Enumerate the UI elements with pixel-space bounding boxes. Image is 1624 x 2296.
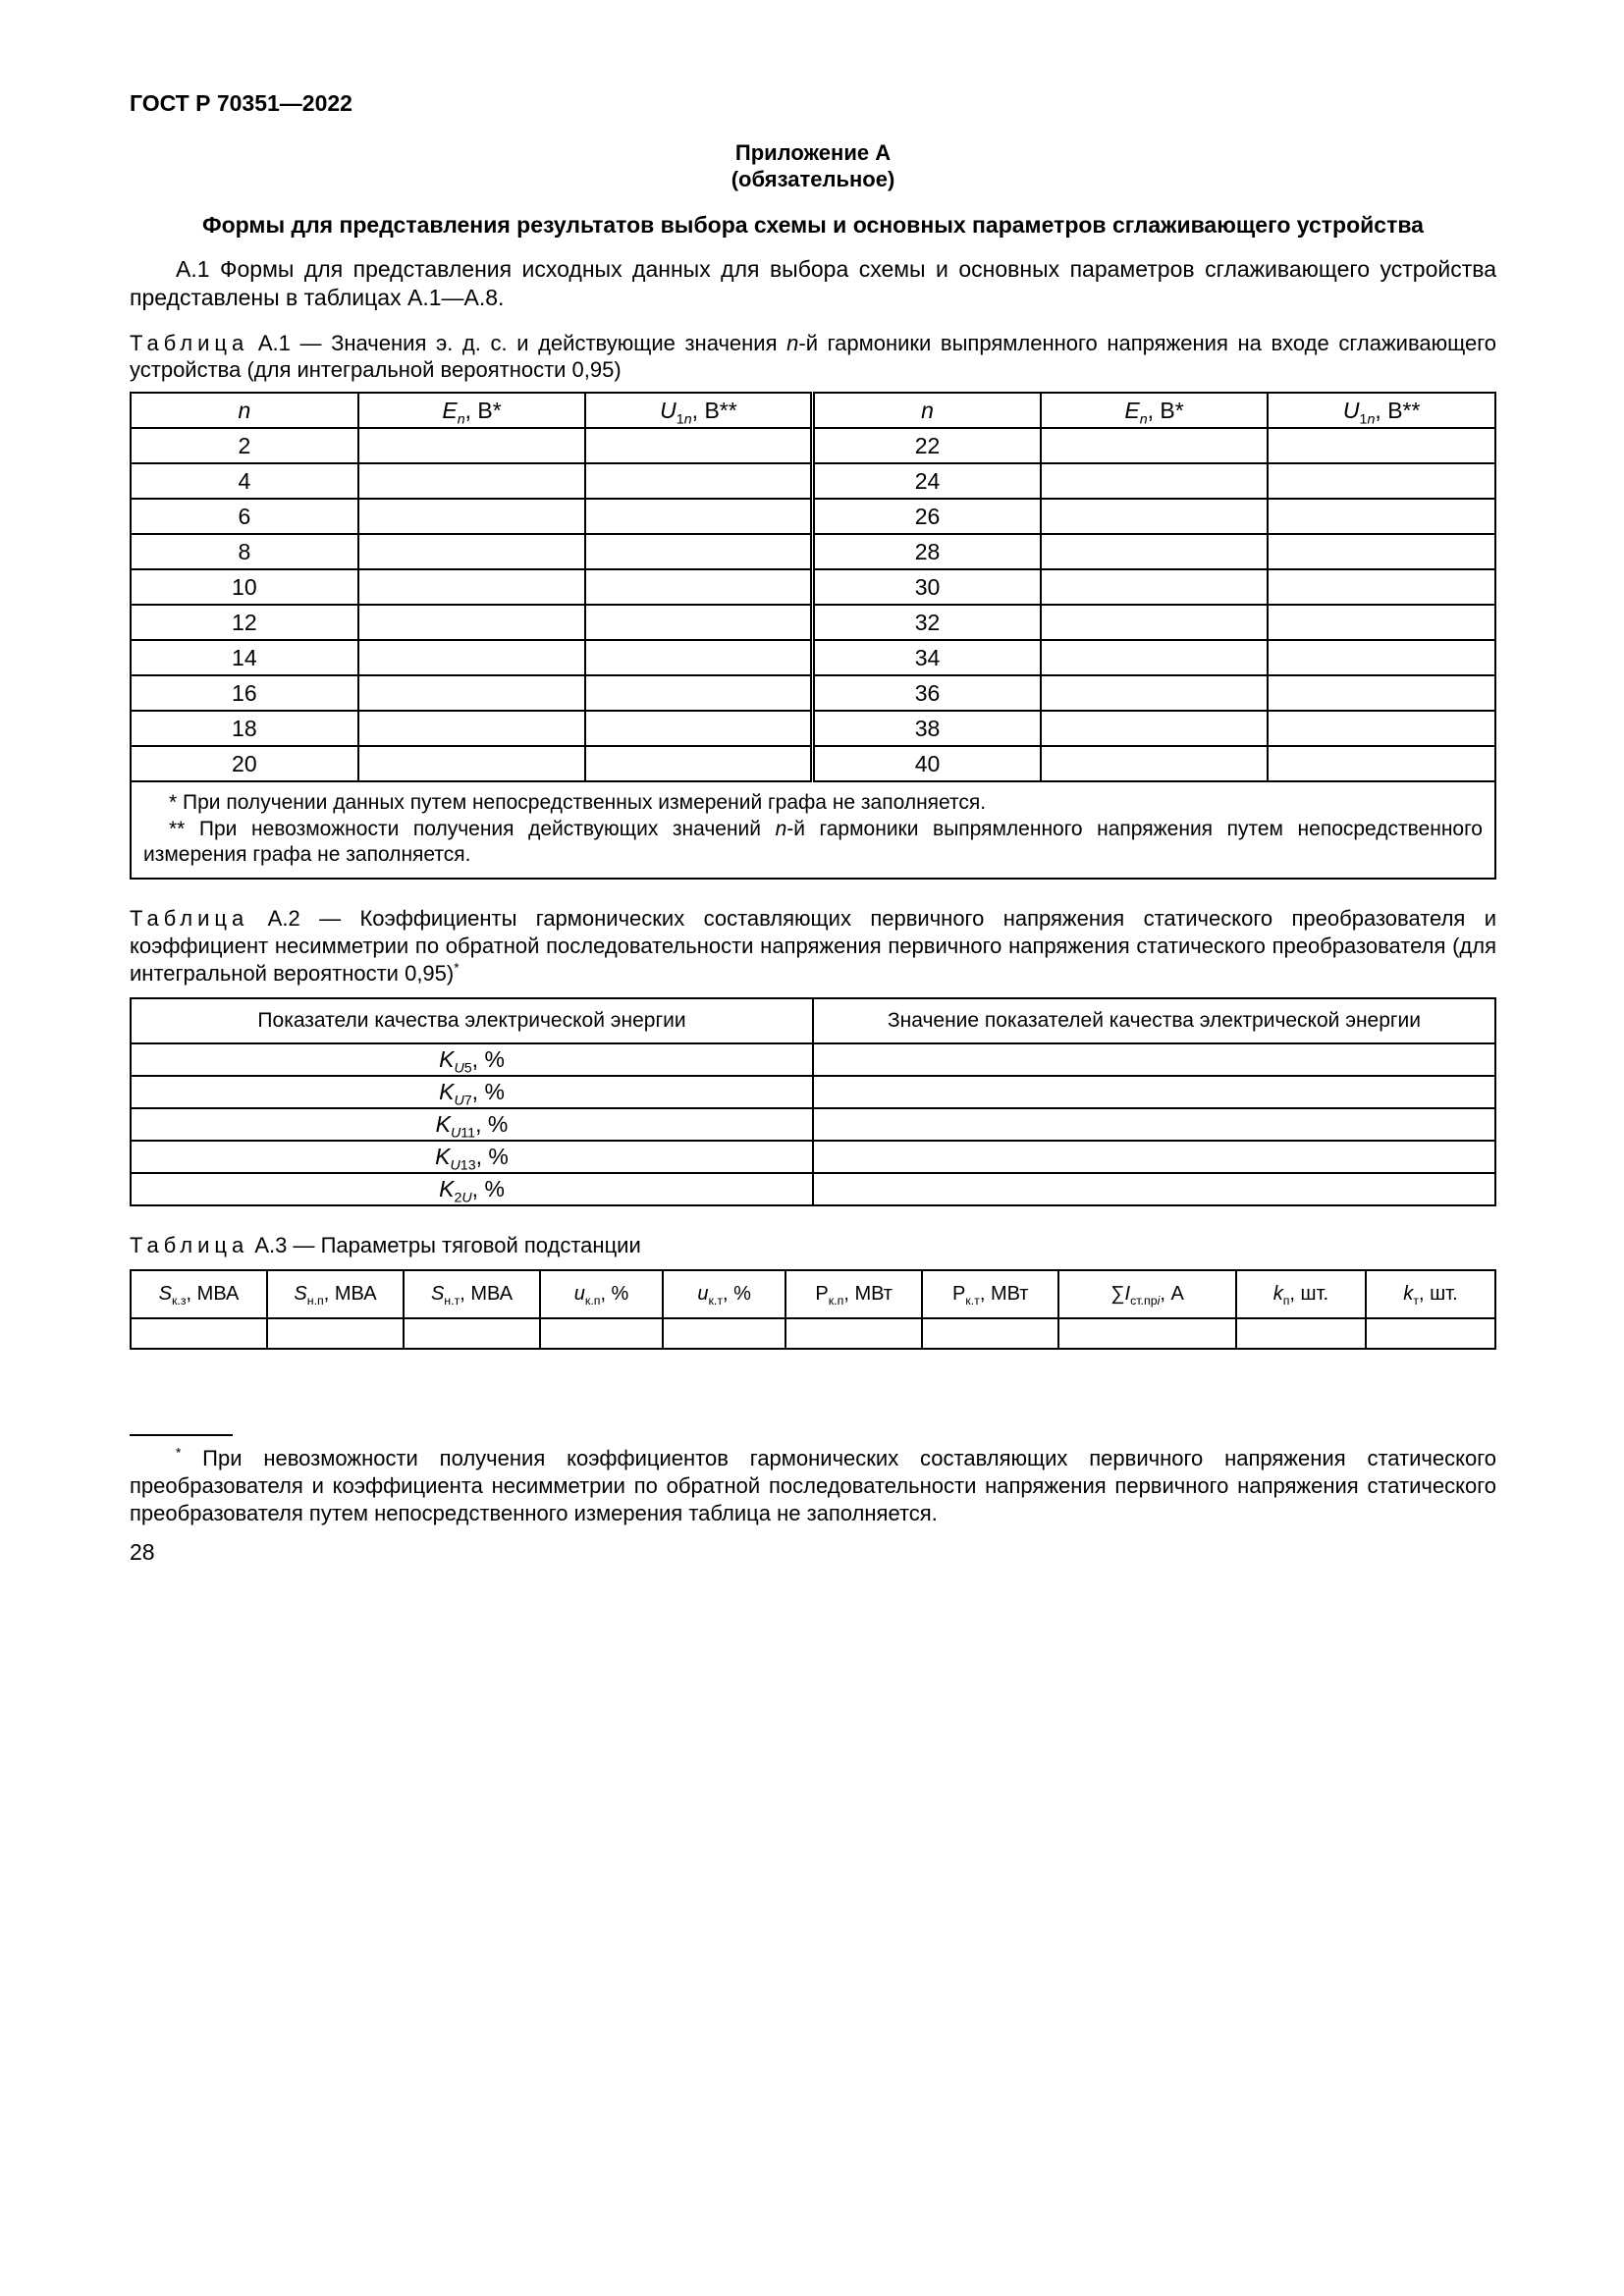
document-header: ГОСТ Р 70351—2022 bbox=[130, 90, 352, 116]
table-a1-header-row bbox=[131, 393, 1495, 428]
table-a1-cell bbox=[1268, 569, 1495, 605]
table-a1-cell: 22 bbox=[813, 428, 1041, 463]
table-a3-cell bbox=[1366, 1318, 1495, 1349]
table-a2-indicator-cell: $K_{U5}$, % bbox=[131, 1043, 813, 1076]
table-a1-row bbox=[131, 746, 1495, 781]
table-a1-cell bbox=[358, 463, 586, 499]
page-footnote-block bbox=[130, 1434, 1496, 1527]
table-a3-header-cell: $\sum I_{ст.прi}$, А bbox=[1058, 1270, 1236, 1318]
table-a3-header-cell: $u_{к.т}$, % bbox=[663, 1270, 785, 1318]
table-a3-header-cell: $Р_{к.п}$, МВт bbox=[785, 1270, 922, 1318]
table-a3-cell bbox=[267, 1318, 404, 1349]
table-a1-cell bbox=[1268, 499, 1495, 534]
table-a1-cell bbox=[1041, 499, 1269, 534]
table-a1-header-cell: $E_n$, В* bbox=[358, 393, 586, 428]
table-a1-cell: 38 bbox=[813, 711, 1041, 746]
table-a2-header-row bbox=[131, 998, 1495, 1043]
table-a3-cell bbox=[1058, 1318, 1236, 1349]
table-a1-cell bbox=[1041, 463, 1269, 499]
table-a1-cell bbox=[358, 534, 586, 569]
table-a1-cell bbox=[358, 569, 586, 605]
table-a2-header-indicators: Показатели качества электрической энергии bbox=[131, 998, 813, 1043]
table-a1-cell: 6 bbox=[131, 499, 358, 534]
table-a1-cell bbox=[1268, 711, 1495, 746]
table-a1-row bbox=[131, 640, 1495, 675]
table-a1-header-cell: n bbox=[813, 393, 1041, 428]
table-a1-cell bbox=[585, 746, 813, 781]
table-a2-indicator-cell: $K_{U11}$, % bbox=[131, 1108, 813, 1141]
section-heading: Формы для представления результатов выбора схемы и основных параметров сглаживающего устройства bbox=[202, 211, 1424, 238]
table-a1-caption: Таблица А.1 — Значения э. д. с. и действующие значения n-й гармоники выпрямленного напряжения на входе сглаживающего устройства (для интегральной вероятности 0,95) bbox=[130, 330, 1497, 383]
table-a1-cell: 34 bbox=[813, 640, 1041, 675]
table-a1-row bbox=[131, 675, 1495, 711]
table-a3-caption: Таблица А.3 — Параметры тяговой подстанции bbox=[130, 1232, 641, 1257]
table-a3-header-cell: $k_п$, шт. bbox=[1236, 1270, 1366, 1318]
table-a2-indicator-cell: $K_{U13}$, % bbox=[131, 1141, 813, 1173]
table-a1-row bbox=[131, 428, 1495, 463]
table-a1-cell: 8 bbox=[131, 534, 358, 569]
table-a2-row bbox=[131, 1043, 1495, 1076]
table-a1-cell: 28 bbox=[813, 534, 1041, 569]
table-a1-footnotes bbox=[131, 781, 1495, 879]
table-a3-cell bbox=[131, 1318, 267, 1349]
table-a1-cell bbox=[1041, 428, 1269, 463]
table-a1-cell bbox=[585, 675, 813, 711]
table-a3-header-cell: $S_{к.з}$, МВА bbox=[131, 1270, 267, 1318]
page-footnote-text: * При невозможности получения коэффициентов гармонических составляющих первичного напряжения статического преобразователя и коэффициента несимметрии по обратной последовательности напряжения первичного напряжения статического преобразователя путем непосредственного измерения таблица не заполняется. bbox=[130, 1445, 1496, 1525]
table-a2 bbox=[130, 997, 1496, 1206]
table-a3 bbox=[130, 1269, 1496, 1350]
table-a1-cell bbox=[585, 640, 813, 675]
table-a1-cell: 20 bbox=[131, 746, 358, 781]
table-a1-footnote: ** При невозможности получения действующих значений n-й гармоники выпрямленного напряжения путем непосредственного измерения графа не заполняется. bbox=[143, 817, 1483, 866]
table-a1-cell bbox=[585, 463, 813, 499]
table-a1-header-cell: $U_{1n}$, В** bbox=[585, 393, 813, 428]
table-a1-cell bbox=[585, 605, 813, 640]
table-a3-body bbox=[131, 1318, 1495, 1349]
table-a2-row bbox=[131, 1108, 1495, 1141]
table-a3-cell bbox=[1236, 1318, 1366, 1349]
table-a1-header-cell: n bbox=[131, 393, 358, 428]
table-a1-cell bbox=[1041, 675, 1269, 711]
table-a1-header-cell: $U_{1n}$, В** bbox=[1268, 393, 1495, 428]
table-a1-cell bbox=[1268, 746, 1495, 781]
table-a1-cell: 14 bbox=[131, 640, 358, 675]
table-a2-row bbox=[131, 1173, 1495, 1205]
table-a1-cell bbox=[1268, 428, 1495, 463]
table-a1-cell: 12 bbox=[131, 605, 358, 640]
table-a1-cell bbox=[585, 569, 813, 605]
table-a1-cell bbox=[358, 640, 586, 675]
table-a3-header-cell: $Р_{к.т}$, МВт bbox=[922, 1270, 1058, 1318]
table-a2-value-cell bbox=[813, 1076, 1495, 1108]
table-a1-cell bbox=[585, 428, 813, 463]
table-a1-cell bbox=[1041, 640, 1269, 675]
table-a1-footnote-row bbox=[131, 781, 1495, 879]
table-a1-header-cell: $E_n$, В* bbox=[1041, 393, 1269, 428]
table-a1-cell: 26 bbox=[813, 499, 1041, 534]
footnote-separator bbox=[130, 1434, 233, 1436]
table-a3-header-cell: $S_{н.п}$, МВА bbox=[267, 1270, 404, 1318]
appendix-title: Приложение А bbox=[734, 139, 892, 165]
table-a1-cell: 16 bbox=[131, 675, 358, 711]
table-a1-body bbox=[131, 428, 1495, 781]
table-a1-cell: 36 bbox=[813, 675, 1041, 711]
table-a3-row bbox=[131, 1318, 1495, 1349]
table-a1-cell bbox=[1268, 463, 1495, 499]
page-number: 28 bbox=[130, 1538, 155, 1565]
table-a1-row bbox=[131, 534, 1495, 569]
table-a1-row bbox=[131, 569, 1495, 605]
table-a3-header-row bbox=[131, 1270, 1495, 1318]
table-a1-cell: 24 bbox=[813, 463, 1041, 499]
table-a2-row bbox=[131, 1141, 1495, 1173]
table-a1-cell bbox=[1041, 605, 1269, 640]
table-a1-cell bbox=[1041, 534, 1269, 569]
table-a3-header-cell: $S_{н.т}$, МВА bbox=[404, 1270, 540, 1318]
table-a3-cell bbox=[663, 1318, 785, 1349]
table-a2-caption: Таблица А.2 — Коэффициенты гармонических составляющих первичного напряжения статического преобразователя и коэффициент несимметрии по обратной последовательности напряжения первичного напряжения статического преобразователя (для интегральной вероятности 0,95)* bbox=[130, 906, 1496, 987]
appendix-subtitle: (обязательное) bbox=[731, 167, 895, 192]
table-a1-cell bbox=[358, 711, 586, 746]
table-a1-cell bbox=[1041, 746, 1269, 781]
table-a1-footnote: * При получении данных путем непосредственных измерений графа не заполняется. bbox=[169, 791, 987, 815]
table-a1-cell: 32 bbox=[813, 605, 1041, 640]
table-a3-cell bbox=[404, 1318, 540, 1349]
table-a1-cell bbox=[1268, 640, 1495, 675]
table-a2-value-cell bbox=[813, 1108, 1495, 1141]
table-a1-row bbox=[131, 605, 1495, 640]
table-a2-row bbox=[131, 1076, 1495, 1108]
table-a1-cell bbox=[585, 711, 813, 746]
table-a1-cell: 2 bbox=[131, 428, 358, 463]
table-a1-cell bbox=[358, 746, 586, 781]
table-a1-cell: 10 bbox=[131, 569, 358, 605]
table-a1-cell bbox=[1268, 605, 1495, 640]
table-a1-row bbox=[131, 711, 1495, 746]
table-a3-cell bbox=[540, 1318, 663, 1349]
page-content bbox=[130, 0, 1496, 1566]
table-a1-cell: 30 bbox=[813, 569, 1041, 605]
table-a1-cell bbox=[358, 499, 586, 534]
table-a1-cell bbox=[1041, 711, 1269, 746]
table-a3-header-cell: $u_{к.п}$, % bbox=[540, 1270, 663, 1318]
table-a1-cell bbox=[585, 534, 813, 569]
table-a1-cell: 40 bbox=[813, 746, 1041, 781]
table-a2-value-cell bbox=[813, 1141, 1495, 1173]
table-a2-body bbox=[131, 1043, 1495, 1205]
table-a1-cell: 4 bbox=[131, 463, 358, 499]
table-a1-cell bbox=[1268, 534, 1495, 569]
table-a1-cell: 18 bbox=[131, 711, 358, 746]
table-a2-value-cell bbox=[813, 1043, 1495, 1076]
table-a2-header-values: Значение показателей качества электрической энергии bbox=[813, 998, 1495, 1043]
intro-paragraph: А.1 Формы для представления исходных данных для выбора схемы и основных параметров сглаживающего устройства представлены в таблицах А.1—А.8. bbox=[130, 256, 1496, 310]
table-a1-cell bbox=[358, 605, 586, 640]
table-a1-cell bbox=[358, 675, 586, 711]
table-a1-cell bbox=[1268, 675, 1495, 711]
table-a3-header-cell: $k_т$, шт. bbox=[1366, 1270, 1495, 1318]
table-a3-cell bbox=[922, 1318, 1058, 1349]
table-a3-cell bbox=[785, 1318, 922, 1349]
table-a2-indicator-cell: $K_{2U}$, % bbox=[131, 1173, 813, 1205]
table-a1-cell bbox=[585, 499, 813, 534]
table-a1-row bbox=[131, 499, 1495, 534]
table-a2-value-cell bbox=[813, 1173, 1495, 1205]
table-a2-indicator-cell: $K_{U7}$, % bbox=[131, 1076, 813, 1108]
table-a1-cell bbox=[358, 428, 586, 463]
table-a1-row bbox=[131, 463, 1495, 499]
table-a1-cell bbox=[1041, 569, 1269, 605]
table-a1 bbox=[130, 392, 1496, 880]
